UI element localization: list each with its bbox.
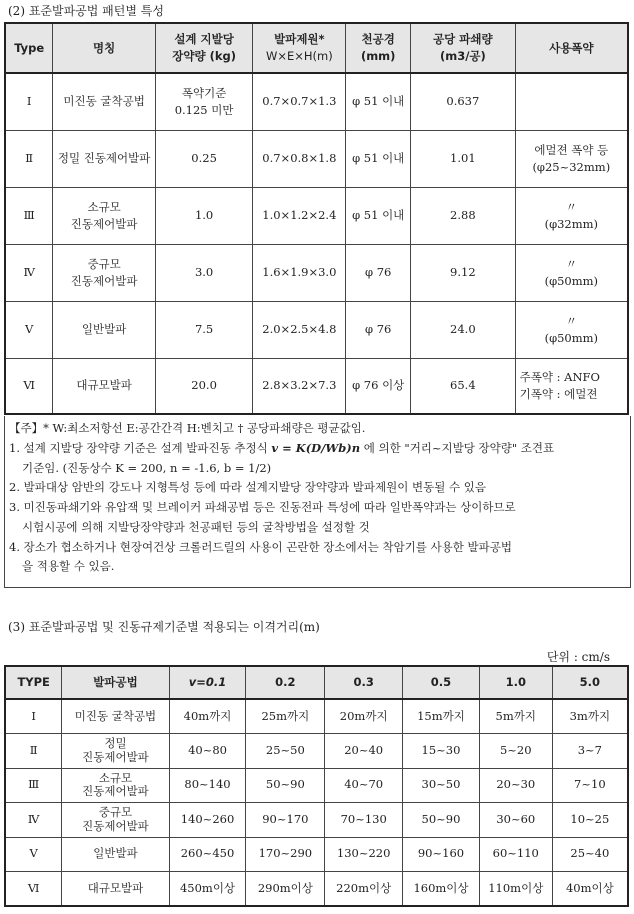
distance-cell: 15~30 <box>403 733 480 768</box>
explosive-cell: 〃 (φ32mm) <box>515 187 628 244</box>
charge-cell: 20.0 <box>155 358 253 414</box>
section2-title: (2) 표준발파공법 패턴별 특성 <box>8 4 164 18</box>
distance-cell: 7~10 <box>552 768 628 802</box>
notes-box <box>4 416 631 588</box>
distance-cell: 160m이상 <box>403 871 480 906</box>
distance-cell: 290m이상 <box>246 871 325 906</box>
explosive-cell: 〃 (φ50mm) <box>515 301 628 358</box>
distance-row <box>5 802 628 837</box>
distance-cell: 170~290 <box>246 837 325 871</box>
distance-cell: 5m까지 <box>479 699 552 733</box>
type-cell: Ⅴ <box>5 301 53 358</box>
charge-cell: 0.25 <box>155 130 253 187</box>
col-header: 0.3 <box>325 666 403 699</box>
distance-cell: 3~7 <box>552 733 628 768</box>
name-cell: 정밀 진동제어발파 <box>53 130 155 187</box>
distance-cell: 130~220 <box>325 837 403 871</box>
distance-cell: 25~50 <box>246 733 325 768</box>
col-header: v=0.1 <box>169 666 246 699</box>
distance-cell: 40~80 <box>169 733 246 768</box>
volume-cell: 0.637 <box>411 73 516 130</box>
distance-cell: 40m이상 <box>552 871 628 906</box>
type-cell: Ⅴ <box>5 837 62 871</box>
distance-cell: 20m까지 <box>325 699 403 733</box>
note-4-cont: 을 적용할 수 있음. <box>22 559 115 574</box>
col-header: 0.2 <box>246 666 325 699</box>
col-header: 5.0 <box>552 666 628 699</box>
spec-cell: 2.8×3.2×7.3 <box>253 358 346 414</box>
distance-cell: 90~170 <box>246 802 325 837</box>
diameter-cell: φ 51 이내 <box>346 130 411 187</box>
distance-row <box>5 768 628 802</box>
type-cell: Ⅳ <box>5 244 53 301</box>
distance-cell: 220m이상 <box>325 871 403 906</box>
diameter-cell: φ 51 이내 <box>346 187 411 244</box>
blast-pattern-table <box>4 22 629 415</box>
distance-cell: 80~140 <box>169 768 246 802</box>
distance-cell: 40m까지 <box>169 699 246 733</box>
distance-cell: 260~450 <box>169 837 246 871</box>
distance-cell: 110m이상 <box>479 871 552 906</box>
pattern-row <box>5 187 628 244</box>
distance-cell: 10~25 <box>552 802 628 837</box>
method-cell: 소규모 진동제어발파 <box>62 768 169 802</box>
distance-cell: 5~20 <box>479 733 552 768</box>
header-type: Type <box>5 23 53 73</box>
method-cell: 정밀 진동제어발파 <box>62 733 169 768</box>
col-header: 0.5 <box>403 666 480 699</box>
pattern-row <box>5 301 628 358</box>
note-3-cont: 시험시공에 의해 지발당장약량과 천공패턴 등의 굴착방법을 설정할 것 <box>22 519 370 534</box>
pattern-row <box>5 358 628 414</box>
volume-cell: 65.4 <box>411 358 516 414</box>
note-1: 1. 설계 지발당 장약량 기준은 설계 발파진동 추정식 v = K(D/Wb)n 에 의한 "거리~지발당 장약량" 조견표 <box>9 440 555 455</box>
name-cell: 대규모발파 <box>53 358 155 414</box>
distance-cell: 25~40 <box>552 837 628 871</box>
distance-cell: 50~90 <box>403 802 480 837</box>
pattern-row <box>5 130 628 187</box>
note-2: 2. 발파대상 암반의 강도나 지형특성 등에 따라 설계지발당 장약량과 발파제원이 변동될 수 있음 <box>9 480 486 495</box>
header-volume: 공당 파쇄량 (m3/공) <box>411 23 516 73</box>
charge-cell: 1.0 <box>155 187 253 244</box>
charge-cell: 3.0 <box>155 244 253 301</box>
note-4: 4. 장소가 협소하거나 현장여건상 크롤러드릴의 사용이 곤란한 장소에서는 착암기를 사용한 발파공법 <box>9 539 512 554</box>
name-cell: 미진동 굴착공법 <box>53 73 155 130</box>
charge-cell: 폭약기준 0.125 미만 <box>155 73 253 130</box>
type-cell: Ⅱ <box>5 130 53 187</box>
type-cell: Ⅰ <box>5 699 62 733</box>
distance-cell: 30~50 <box>403 768 480 802</box>
method-cell: 일반발파 <box>62 837 169 871</box>
distance-cell: 20~30 <box>479 768 552 802</box>
distance-cell: 50~90 <box>246 768 325 802</box>
distance-cell: 90~160 <box>403 837 480 871</box>
distance-cell: 450m이상 <box>169 871 246 906</box>
header-explosive: 사용폭약 <box>515 23 628 73</box>
diameter-cell: φ 76 <box>346 244 411 301</box>
distance-cell: 60~110 <box>479 837 552 871</box>
type-cell: Ⅰ <box>5 73 53 130</box>
col-header: 발파공법 <box>62 666 169 699</box>
type-cell: Ⅳ <box>5 802 62 837</box>
volume-cell: 24.0 <box>411 301 516 358</box>
pattern-row <box>5 73 628 130</box>
volume-cell: 1.01 <box>411 130 516 187</box>
note-head: 【주】* W:최소저항선 E:공간간격 H:벤치고 † 공당파쇄량은 평균값임. <box>9 421 366 435</box>
explosive-cell: 주폭약 : ANFO 기폭약 : 에멀젼 <box>515 358 628 414</box>
header-charge: 설계 지발당 장약량 (kg) <box>155 23 253 73</box>
spec-cell: 1.0×1.2×2.4 <box>253 187 346 244</box>
distance-cell: 40~70 <box>325 768 403 802</box>
col-header: TYPE <box>5 666 62 699</box>
volume-cell: 9.12 <box>411 244 516 301</box>
type-cell: Ⅵ <box>5 871 62 906</box>
name-cell: 일반발파 <box>53 301 155 358</box>
distance-cell: 25m까지 <box>246 699 325 733</box>
method-cell: 미진동 굴착공법 <box>62 699 169 733</box>
name-cell: 소규모 진동제어발파 <box>53 187 155 244</box>
type-cell: Ⅲ <box>5 187 53 244</box>
distance-row <box>5 733 628 768</box>
explosive-cell: 에멀젼 폭약 등 (φ25~32mm) <box>515 130 628 187</box>
spec-cell: 0.7×0.7×1.3 <box>253 73 346 130</box>
name-cell: 중규모 진동제어발파 <box>53 244 155 301</box>
method-cell: 대규모발파 <box>62 871 169 906</box>
explosive-cell <box>515 73 628 130</box>
note-3: 3. 미진동파쇄기와 유압잭 및 브레이커 파쇄공법 등은 진동전파 특성에 따라 일반폭약과는 상이하므로 <box>9 500 516 515</box>
distance-cell: 30~60 <box>479 802 552 837</box>
spec-cell: 2.0×2.5×4.8 <box>253 301 346 358</box>
spec-cell: 0.7×0.8×1.8 <box>253 130 346 187</box>
method-cell: 중규모 진동제어발파 <box>62 802 169 837</box>
distance-cell: 140~260 <box>169 802 246 837</box>
section3-title: (3) 표준발파공법 및 진동규제기준별 적용되는 이격거리(m) <box>8 620 320 634</box>
distance-cell: 20~40 <box>325 733 403 768</box>
distance-cell: 3m까지 <box>552 699 628 733</box>
unit-label: 단위 : cm/s <box>546 650 610 664</box>
note-1-cont: 기준임. (진동상수 K = 200, n = -1.6, b = 1/2) <box>22 460 272 475</box>
volume-cell: 2.88 <box>411 187 516 244</box>
header-spec: 발파제원* W×E×H(m) <box>253 23 346 73</box>
spec-cell: 1.6×1.9×3.0 <box>253 244 346 301</box>
diameter-cell: φ 51 이내 <box>346 73 411 130</box>
distance-row <box>5 837 628 871</box>
distance-row <box>5 871 628 906</box>
header-name: 명칭 <box>53 23 155 73</box>
pattern-row <box>5 244 628 301</box>
separation-distance-table <box>4 665 629 907</box>
diameter-cell: φ 76 이상 <box>346 358 411 414</box>
distance-row <box>5 699 628 733</box>
distance-cell: 15m까지 <box>403 699 480 733</box>
type-cell: Ⅱ <box>5 733 62 768</box>
vibration-formula: v = K(D/Wb)n <box>271 440 361 455</box>
explosive-cell: 〃 (φ50mm) <box>515 244 628 301</box>
header-diameter: 천공경 (mm) <box>346 23 411 73</box>
col-header: 1.0 <box>479 666 552 699</box>
diameter-cell: φ 76 <box>346 301 411 358</box>
distance-cell: 70~130 <box>325 802 403 837</box>
type-cell: Ⅵ <box>5 358 53 414</box>
type-cell: Ⅲ <box>5 768 62 802</box>
charge-cell: 7.5 <box>155 301 253 358</box>
